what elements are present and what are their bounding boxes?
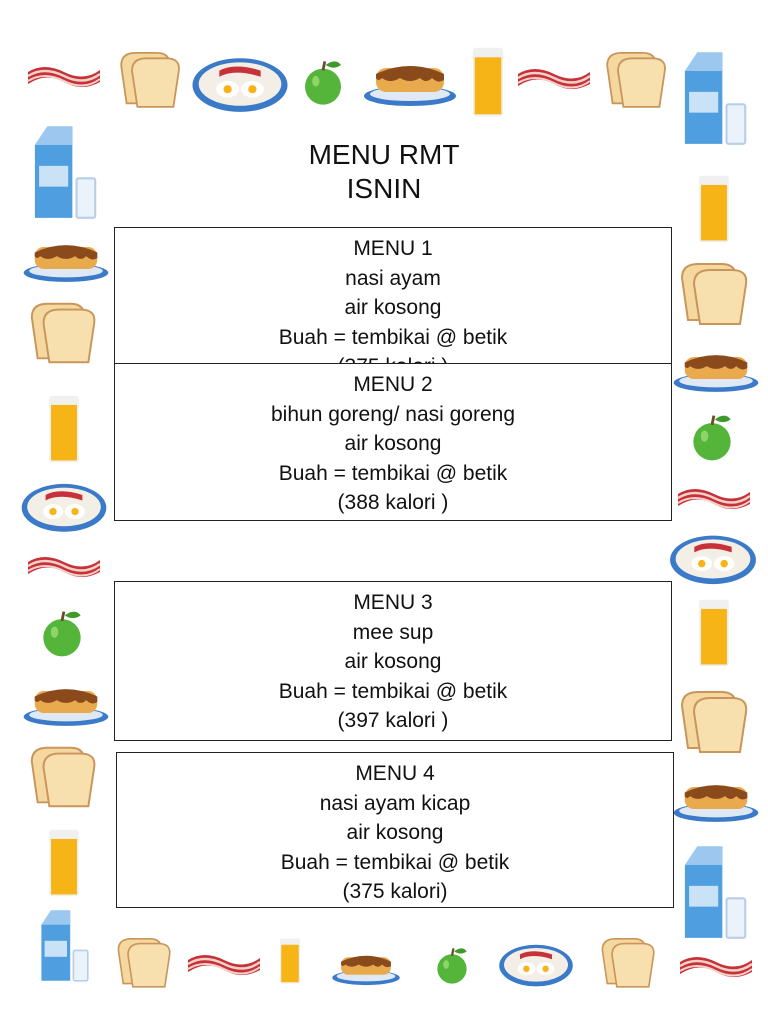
toast-icon <box>674 684 754 758</box>
pancakes-icon <box>20 674 112 730</box>
menu-calories: (375 kalori) <box>342 880 448 903</box>
toast-icon <box>674 256 754 330</box>
menu-box-3 <box>114 581 672 741</box>
orange-juice-icon <box>44 392 84 466</box>
bacon-icon <box>674 478 754 522</box>
bacon-icon <box>676 946 756 990</box>
toast-icon <box>600 46 672 112</box>
eggs-plate-icon <box>18 478 110 534</box>
menu-heading: MENU 3 <box>353 591 433 614</box>
menu-drink: air kosong <box>344 296 442 319</box>
toast-icon <box>24 296 102 368</box>
toast-icon <box>24 740 102 812</box>
menu-heading: MENU 1 <box>353 237 433 260</box>
bacon-icon <box>514 58 594 102</box>
pancakes-icon <box>20 230 112 286</box>
apple-icon <box>684 410 740 466</box>
apple-icon <box>296 56 350 110</box>
menu-fruit: Buah = tembikai @ betik <box>278 325 508 349</box>
pancakes-icon <box>670 770 762 826</box>
eggs-plate-icon <box>486 940 586 988</box>
menu-food: nasi ayam kicap <box>319 791 471 815</box>
toast-icon <box>114 46 186 112</box>
eggs-plate-icon <box>666 530 760 586</box>
title-line-1: MENU RMT <box>308 139 460 170</box>
orange-juice-icon <box>44 826 84 900</box>
menu-box-2 <box>114 363 672 521</box>
orange-juice-icon <box>694 596 734 670</box>
menu-fruit: Buah = tembikai @ betik <box>280 850 510 874</box>
apple-icon <box>428 944 476 988</box>
menu-calories: (397 kalori ) <box>337 709 449 732</box>
menu-box-4 <box>116 752 674 908</box>
bacon-icon <box>24 56 104 100</box>
milk-icon <box>676 838 750 942</box>
milk-icon <box>26 904 100 984</box>
menu-calories: (388 kalori ) <box>337 491 449 514</box>
eggs-plate-icon <box>188 52 292 114</box>
menu-drink: air kosong <box>346 821 444 844</box>
orange-juice-icon <box>272 936 308 986</box>
menu-heading: MENU 4 <box>355 762 435 785</box>
menu-drink: air kosong <box>344 650 442 673</box>
pancakes-icon <box>360 50 460 110</box>
milk-icon <box>676 44 750 148</box>
menu-food: mee sup <box>352 620 434 644</box>
toast-icon <box>592 934 664 990</box>
menu-food: nasi ayam <box>345 266 441 290</box>
menu-box-1 <box>114 227 672 379</box>
page-title <box>0 138 768 206</box>
menu-heading: MENU 2 <box>353 373 433 396</box>
menu-fruit: Buah = tembikai @ betik <box>278 461 508 485</box>
title-line-2: ISNIN <box>346 173 422 204</box>
pancakes-icon <box>670 340 762 396</box>
bacon-icon <box>184 946 264 986</box>
menu-fruit: Buah = tembikai @ betik <box>278 679 508 703</box>
pancakes-icon <box>320 944 412 988</box>
menu-food: bihun goreng/ nasi goreng <box>270 402 516 426</box>
toast-icon <box>108 934 180 990</box>
orange-juice-icon <box>468 44 508 120</box>
apple-icon <box>34 606 90 662</box>
menu-drink: air kosong <box>344 432 442 455</box>
bacon-icon <box>24 546 104 590</box>
